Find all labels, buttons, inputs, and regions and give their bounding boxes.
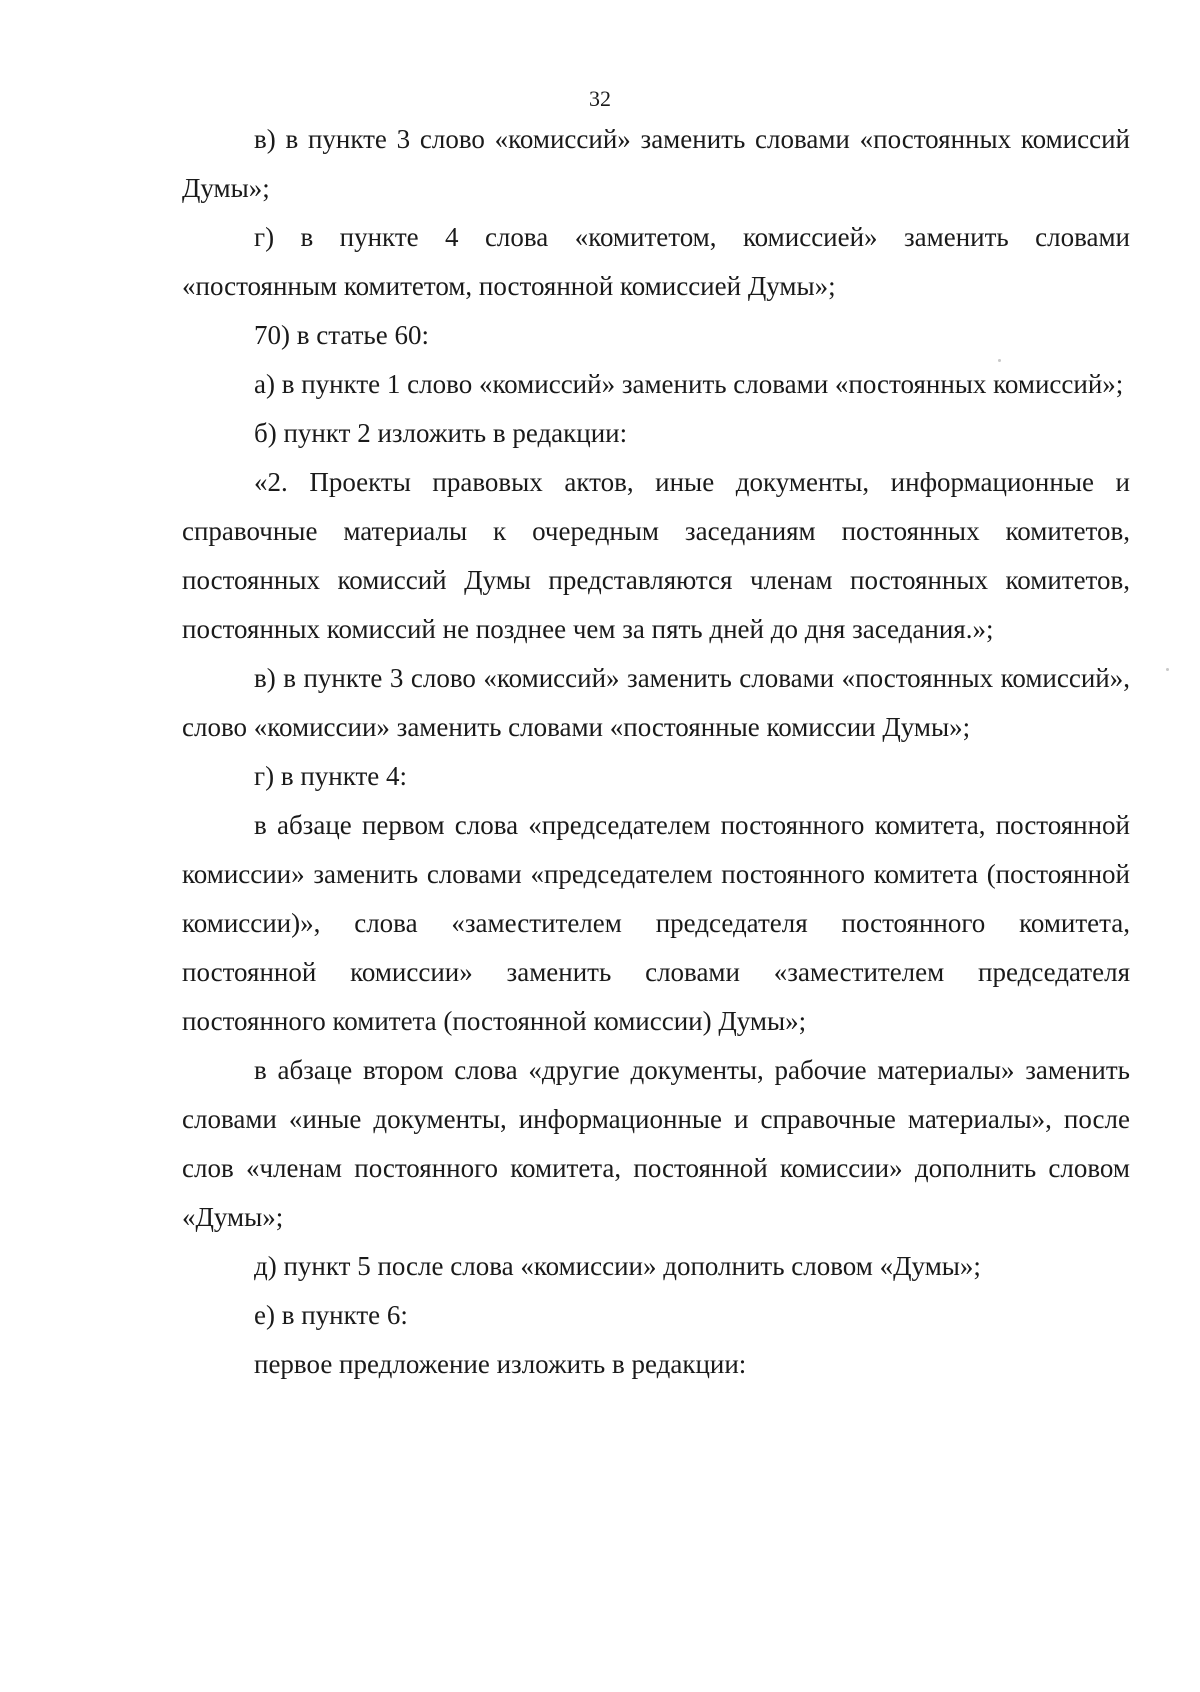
paragraph-abzats-vtoroi: в абзаце втором слова «другие документы, рабочие материалы» заменить словами «иные документы, информационные и справочные материалы», после слов «членам постоянного комитета, постоянной комиссии» дополнить словом «Думы»;	[182, 1055, 1130, 1232]
paragraph-abzats-pervyi: в абзаце первом слова «председателем постоянного комитета, постоянной комиссии» заменить словами «председателем постоянного комитета (постоянной комиссии)», слова «заместителем председателя постоянного комитета, постоянной комиссии» заменить словами «заместителем председателя постоянного комитета (постоянной комиссии) Думы»;	[182, 810, 1130, 1036]
scan-speck	[998, 359, 1001, 362]
paragraph-d-punkt-5: д) пункт 5 после слова «комиссии» дополнить словом «Думы»;	[254, 1251, 981, 1281]
paragraph-g-punkt-4: г) в пункте 4 слова «комитетом, комиссией» заменить словами «постоянным комитетом, постоянной комиссией Думы»;	[182, 222, 1130, 301]
paragraph-v-punkt-3-second: в) в пункте 3 слово «комиссий» заменить словами «постоянных комиссий», слово «комиссии» заменить словами «постоянные комиссии Думы»;	[182, 663, 1130, 742]
paragraph-e-punkt-6: е) в пункте 6:	[254, 1300, 408, 1330]
paragraph-v-punkt-3: в) в пункте 3 слово «комиссий» заменить словами «постоянных комиссий Думы»;	[182, 124, 1130, 203]
paragraph-pervoe-predlozhenie: первое предложение изложить в редакции:	[254, 1349, 747, 1379]
scan-speck	[1166, 668, 1169, 671]
paragraph-g-punkt-4-second: г) в пункте 4:	[254, 761, 408, 791]
paragraph-a-punkt-1: а) в пункте 1 слово «комиссий» заменить словами «постоянных комиссий»;	[254, 369, 1124, 399]
document-body	[182, 115, 1130, 1389]
paragraph-punkt-2-text: «2. Проекты правовых актов, иные документы, информационные и справочные материалы к очередным заседаниям постоянных комитетов, постоянных комиссий Думы представляются членам постоянных комитетов, постоянных комиссий не позднее чем за пять дней до дня заседания.»;	[182, 467, 1130, 644]
page-number: 32	[589, 86, 611, 111]
paragraph-70-statya-60: 70) в статье 60:	[254, 320, 429, 350]
paragraph-b-punkt-2: б) пункт 2 изложить в редакции:	[254, 418, 628, 448]
